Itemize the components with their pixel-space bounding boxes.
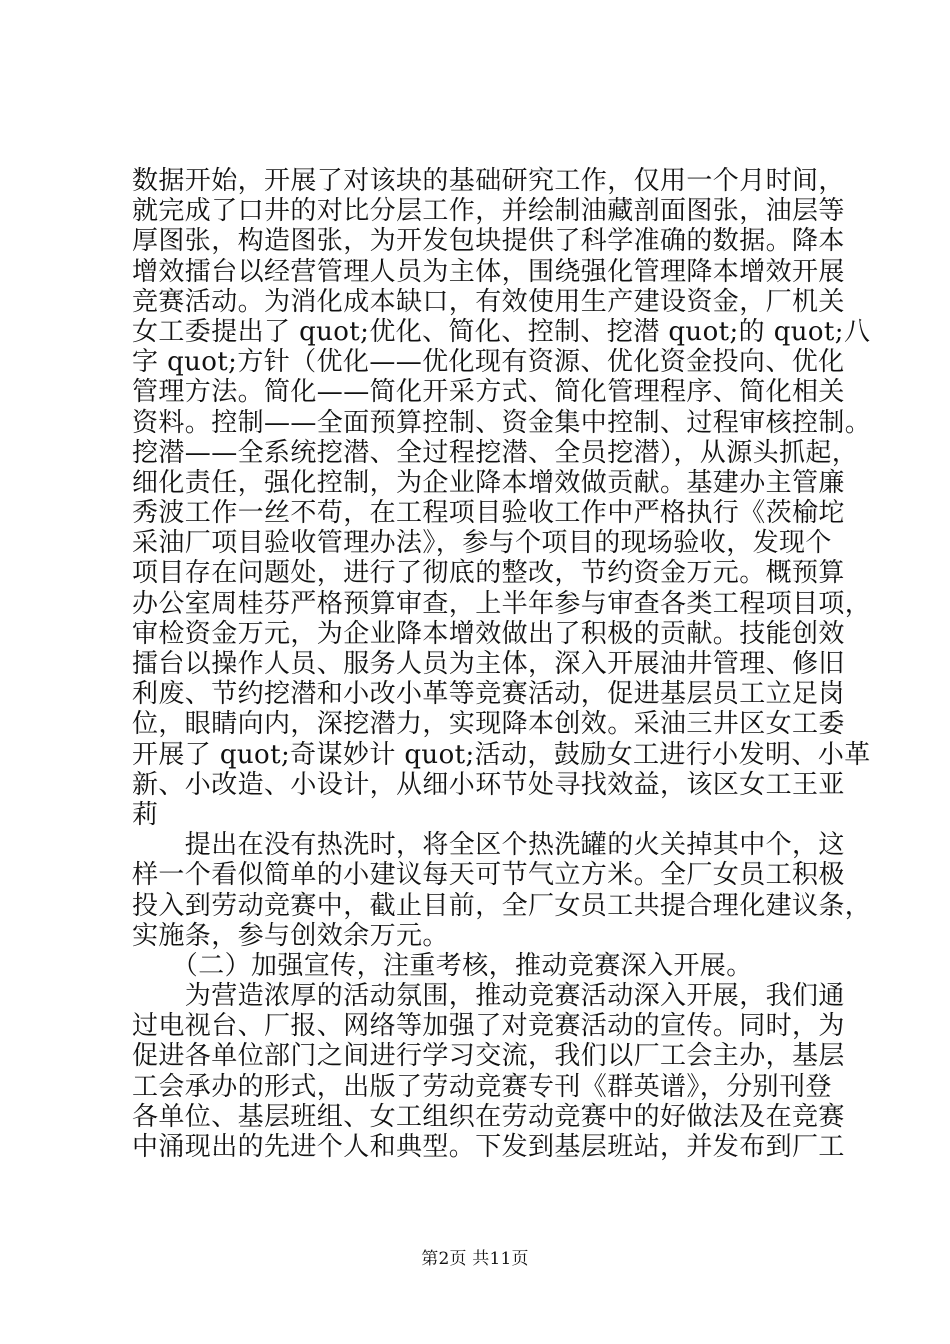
text-line: 字 quot;方针（优化——优化现有资源、优化资金投向、优化 (132, 347, 845, 378)
text-line: 开展了 quot;奇谋妙计 quot;活动，鼓励女工进行小发明、小革 (132, 739, 871, 770)
text-line: 擂台以操作人员、服务人员为主体，深入开展油井管理、修旧 (132, 649, 845, 679)
text-line: 采油厂项目验收管理办法》，参与个项目的现场验收，发现个 (132, 528, 832, 559)
text-line: 投入到劳动竞赛中，截止目前，全厂女员工共提合理化建议条， (132, 890, 872, 921)
text-line: 利废、节约挖潜和小改小革等竞赛活动，促进基层员工立足岗 (132, 679, 845, 710)
text-line: 挖潜——全系统挖潜、全过程挖潜、全员挖潜），从源头抓起， (132, 437, 859, 468)
text-line: 位，眼睛向内，深挖潜力，实现降本创效。采油三井区女工委 (132, 709, 845, 740)
text-line: 细化责任，强化控制，为企业降本增效做贡献。基建办主管廉 (132, 467, 845, 498)
text-line: 就完成了口井的对比分层工作，并绘制油藏剖面图张，油层等 (132, 196, 845, 227)
text-line: 竞赛活动。为消化成本缺口，有效使用生产建设资金，厂机关 (132, 286, 845, 317)
text-line: 中涌现出的先进个人和典型。下发到基层班站，并发布到厂工 (132, 1132, 845, 1162)
text-line: 新、小改造、小设计，从细小环节处寻找效益，该区女工王亚 (132, 769, 845, 800)
text-line: 促进各单位部门之间进行学习交流，我们以厂工会主办，基层 (132, 1041, 845, 1072)
text-line: 过电视台、厂报、网络等加强了对竞赛活动的宣传。同时，为 (132, 1011, 845, 1042)
text-line: 各单位、基层班组、女工组织在劳动竞赛中的好做法及在竞赛 (132, 1101, 845, 1132)
text-line: 实施条，参与创效余万元。 (132, 920, 449, 951)
body-text (132, 166, 872, 1162)
text-line: 数据开始，开展了对该块的基础研究工作，仅用一个月时间， (132, 166, 845, 196)
text-line: 秀波工作一丝不苟，在工程项目验收工作中严格执行《茨榆坨 (132, 498, 845, 529)
text-line: 厚图张，构造图张，为开发包块提供了科学准确的数据。降本 (132, 226, 845, 257)
page-footer: 第2页 共11页 (421, 1249, 529, 1269)
text-line: 管理方法。简化——简化开采方式、简化管理程序、简化相关 (132, 377, 845, 408)
text-line: 办公室周桂芬严格预算审查，上半年参与审查各类工程项目项， (132, 588, 872, 619)
text-line: 审检资金万元，为企业降本增效做出了积极的贡献。技能创效 (132, 618, 845, 649)
text-line: 项目存在问题处，进行了彻底的整改，节约资金万元。概预算 (132, 558, 845, 589)
text-line: 为营造浓厚的活动氛围，推动竞赛活动深入开展，我们通 (132, 981, 845, 1012)
text-line: （二）加强宣传，注重考核，推动竞赛深入开展。 (132, 950, 753, 981)
text-line: 莉 (132, 799, 159, 830)
text-line: 提出在没有热洗时，将全区个热洗罐的火关掉其中个，这 (132, 830, 845, 861)
text-line: 增效擂台以经营管理人员为主体，围绕强化管理降本增效开展 (132, 256, 845, 287)
text-line: 资料。控制——全面预算控制、资金集中控制、过程审核控制。 (132, 407, 872, 438)
text-line: 女工委提出了 quot;优化、简化、控制、挖潜 quot;的 quot;八 (132, 316, 871, 347)
text-line: 工会承办的形式，出版了劳动竞赛专刊《群英谱》，分别刊登 (132, 1071, 832, 1102)
text-line: 样一个看似简单的小建议每天可节气立方米。全厂女员工积极 (132, 860, 845, 891)
